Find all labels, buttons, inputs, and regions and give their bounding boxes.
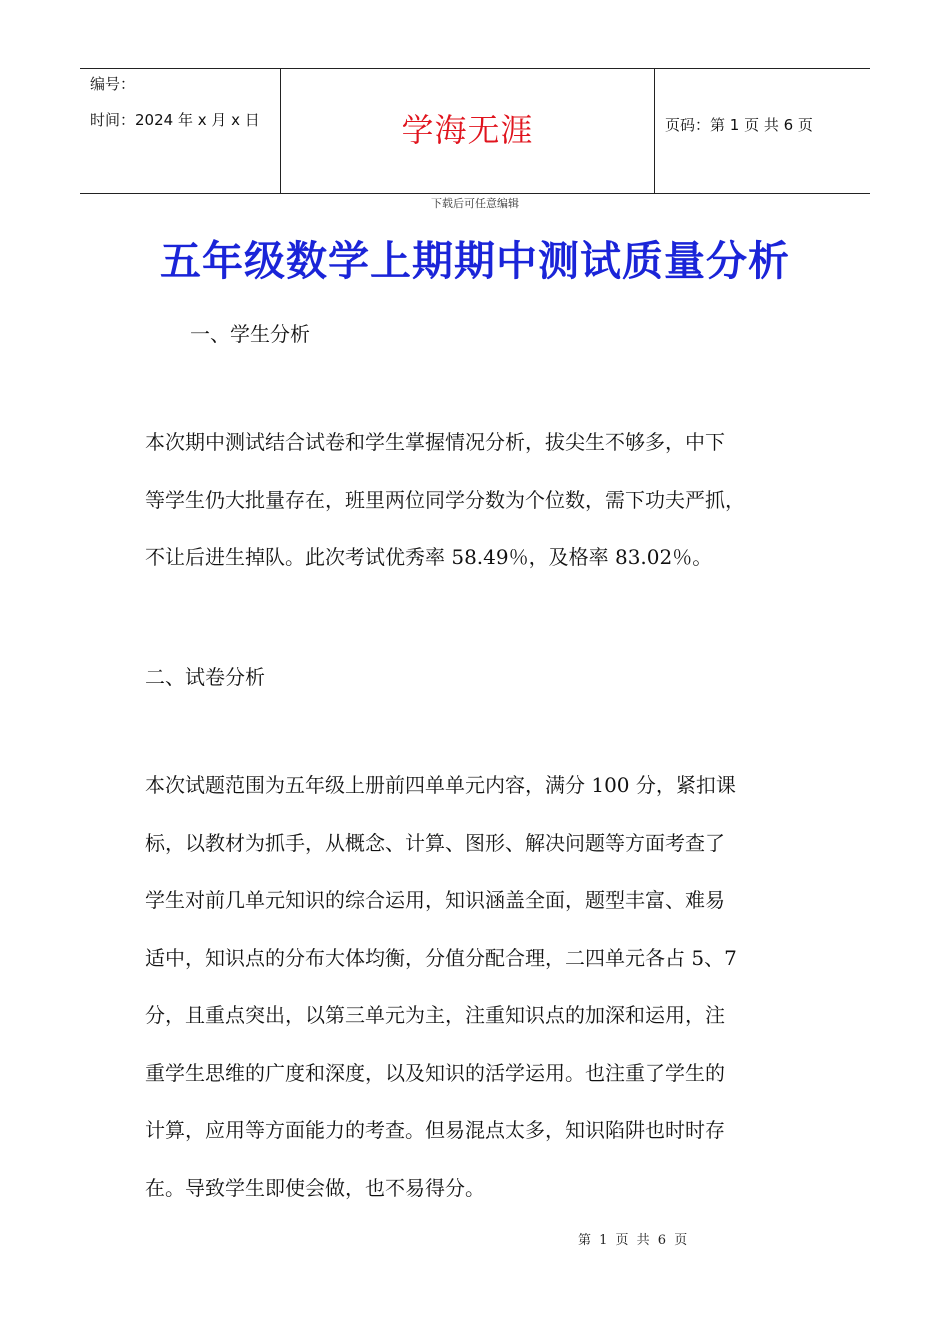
paragraph-paper-analysis [145, 771, 815, 1231]
paragraph-line: 本次试题范围为五年级上册前四单单元内容，满分 100 分，紧扣课 [145, 773, 736, 797]
paragraph-line: 计算，应用等方面能力的考查。但易混点太多，知识陷阱也时时存 [145, 1118, 725, 1142]
page-footer: 第 1 页 共 6 页 [578, 1233, 690, 1248]
section-heading-paper-analysis: 二、试卷分析 [145, 665, 265, 689]
time-label: 时间：2024 年 x 月 x 日 [90, 111, 260, 129]
paragraph-line: 本次期中测试结合试卷和学生掌握情况分析，拔尖生不够多，中下 [145, 430, 725, 454]
editable-note: 下载后可任意编辑 [431, 197, 519, 210]
brand-title: 学海无涯 [401, 111, 534, 149]
document-title: 五年级数学上期期中测试质量分析 [160, 237, 790, 285]
paragraph-line: 在。导致学生即使会做，也不易得分。 [145, 1175, 485, 1200]
header-right-cell [655, 69, 870, 193]
paragraph-student-analysis [145, 428, 815, 601]
paragraph-line: 分，且重点突出，以第三单元为主，注重知识点的加深和运用，注 [145, 1003, 725, 1027]
paragraph-line: 等学生仍大批量存在，班里两位同学分数为个位数，需下功夫严抓， [145, 487, 745, 512]
paragraph-line: 适中，知识点的分布大体均衡，分值分配合理，二四单元各占 5、7 [145, 945, 737, 970]
header-left-cell [80, 69, 281, 193]
page-info: 页码：第 1 页 共 6 页 [665, 116, 813, 134]
section-heading-student-analysis: 一、学生分析 [190, 322, 310, 346]
paragraph-line: 标，以教材为抓手，从概念、计算、图形、解决问题等方面考查了 [145, 830, 725, 855]
document-header [80, 68, 870, 194]
paragraph-line: 不让后进生掉队。此次考试优秀率 58.49％，及格率 83.02％。 [145, 545, 713, 569]
header-center-cell [281, 69, 655, 193]
paragraph-line: 学生对前几单元知识的综合运用，知识涵盖全面，题型丰富、难易 [145, 888, 725, 912]
paragraph-line: 重学生思维的广度和深度，以及知识的活学运用。也注重了学生的 [145, 1060, 725, 1085]
number-label: 编号： [90, 75, 136, 93]
